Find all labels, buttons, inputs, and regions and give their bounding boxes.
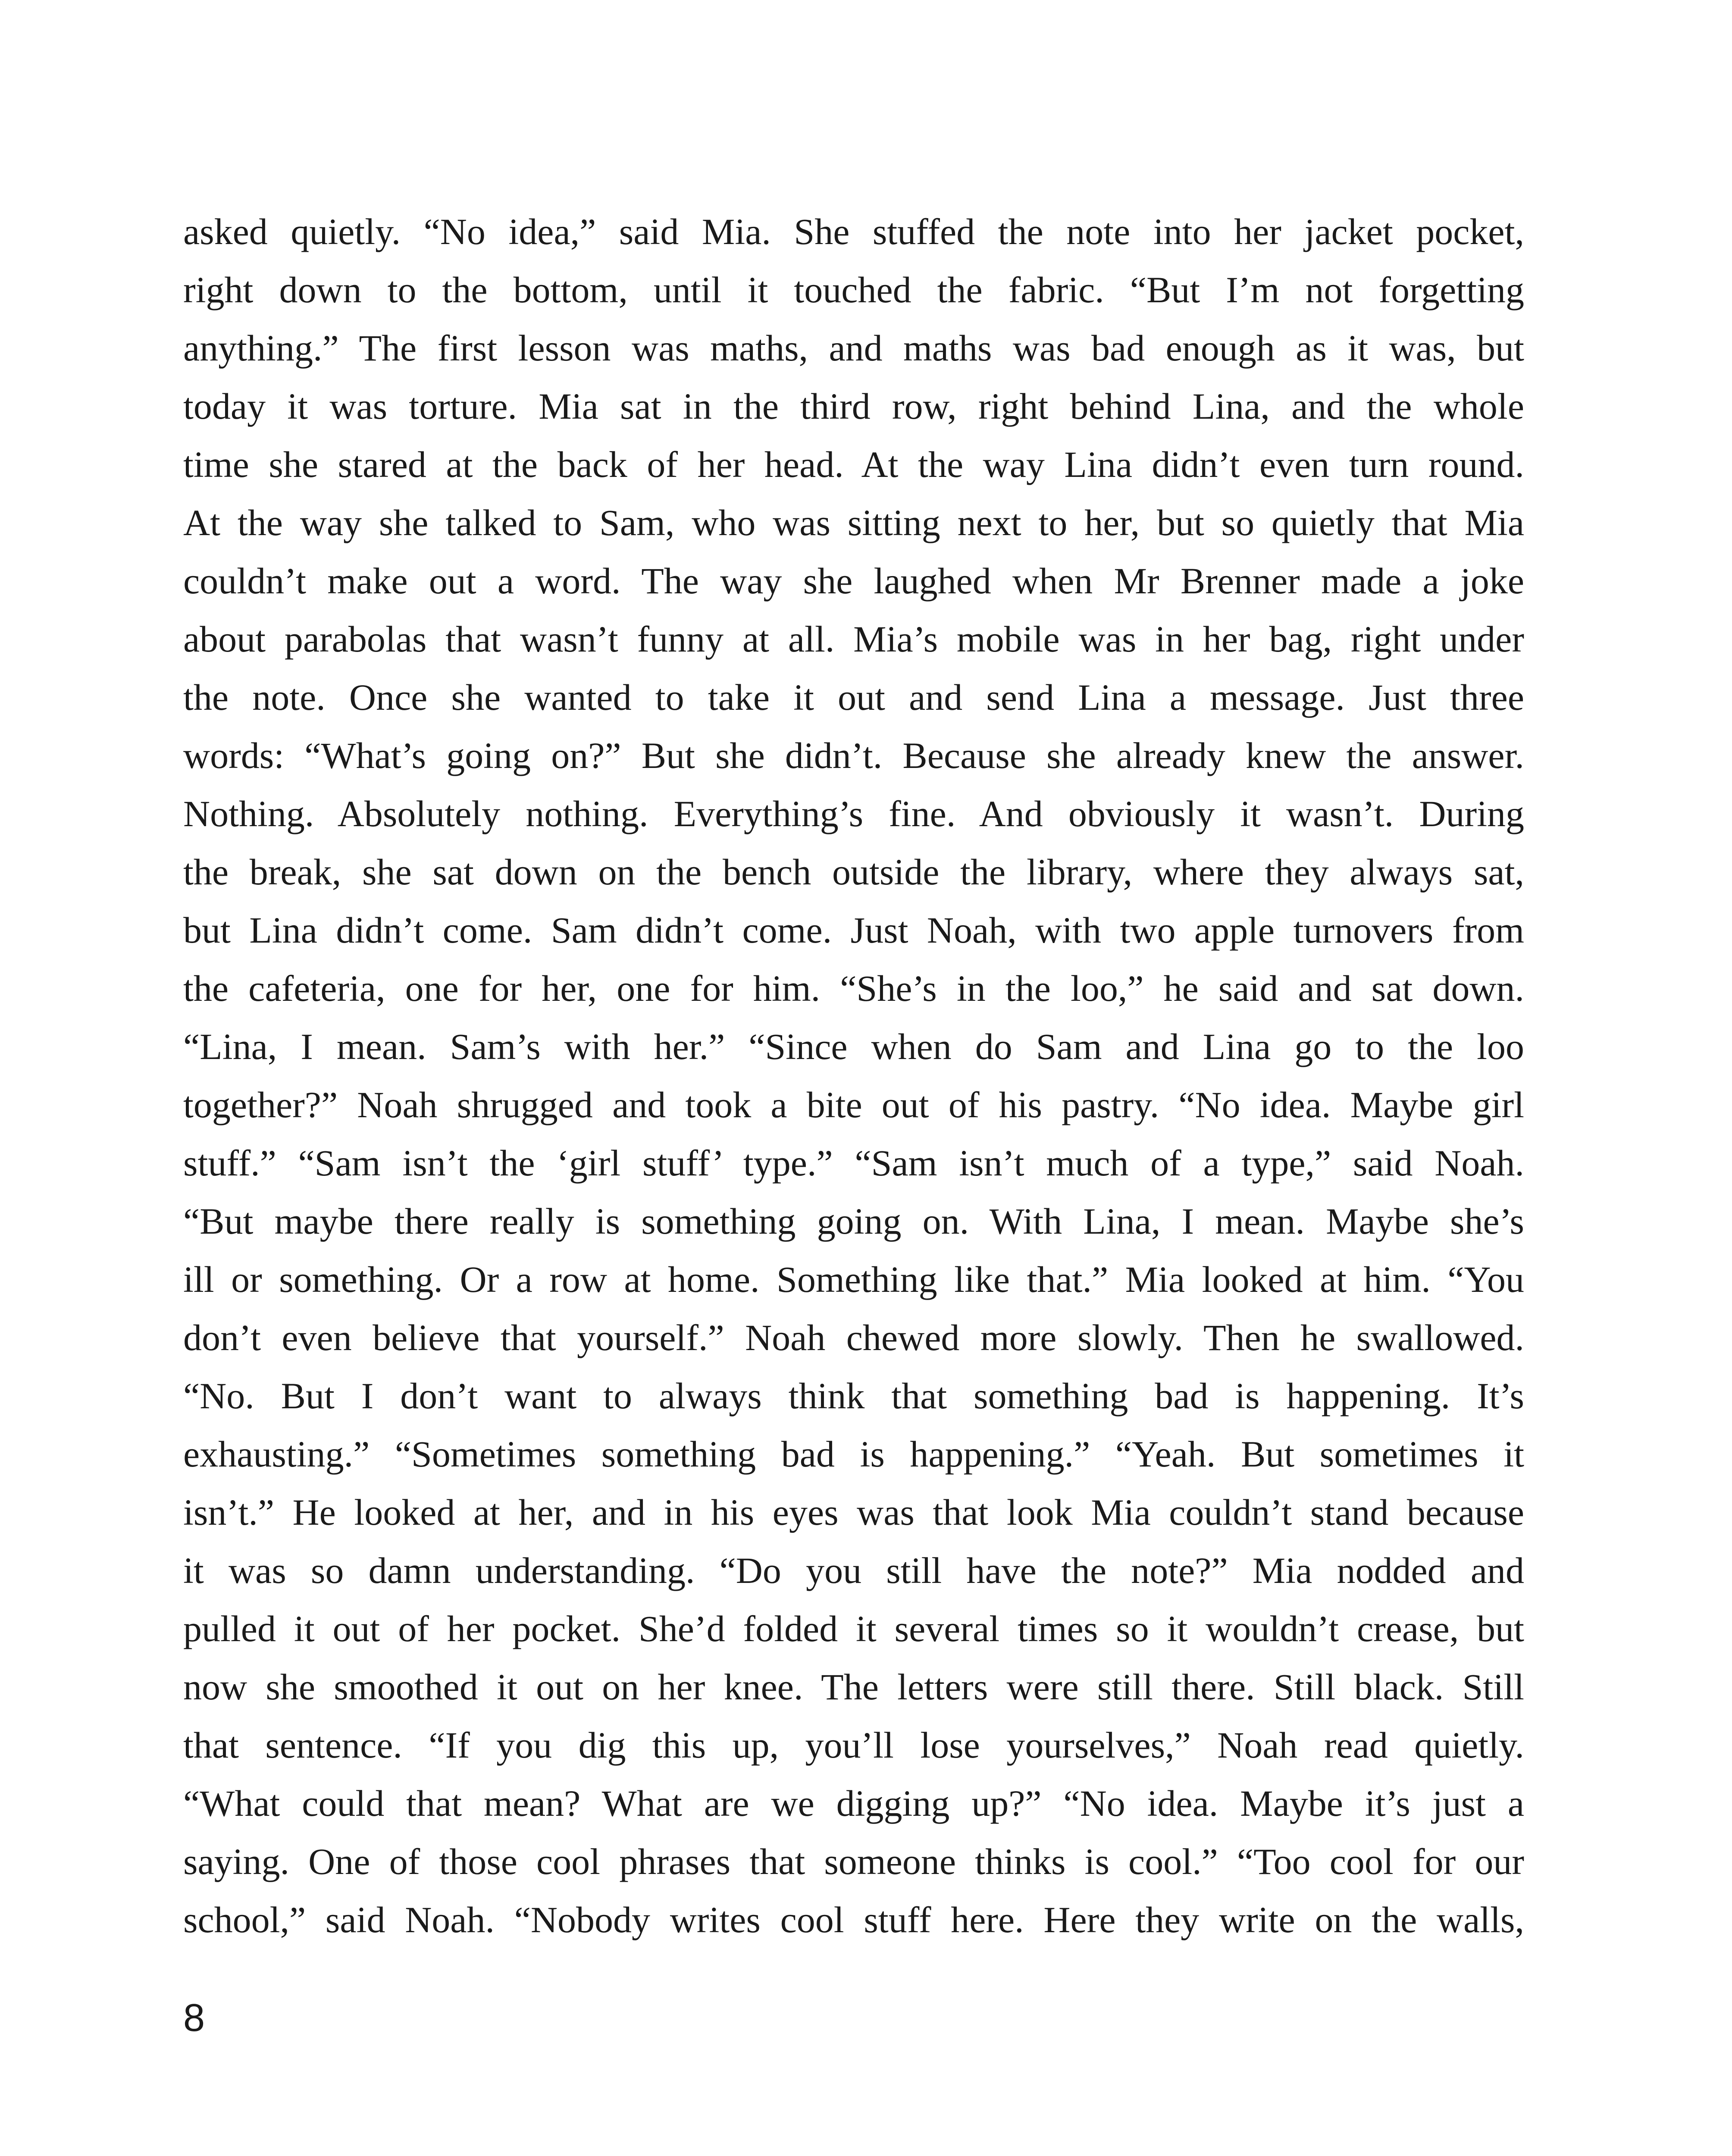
text-line: now she smoothed it out on her knee. The letters were still there. Still black. Still [183,1666,1524,1708]
text-line: pulled it out of her pocket. She’d folded it several times so it wouldn’t crease, but [183,1608,1524,1649]
text-line: asked quietly. “No idea,” said Mia. She stuffed the note into her jacket pocket, [183,211,1524,252]
text-line: “No. But I don’t want to always think that something bad is happening. It’s [183,1375,1524,1416]
text-line: “Lina, I mean. Sam’s with her.” “Since when do Sam and Lina go to the loo [183,1026,1524,1067]
text-line: it was so damn understanding. “Do you still have the note?” Mia nodded and [183,1550,1524,1591]
text-line: anything.” The first lesson was maths, and maths was bad enough as it was, but [183,327,1524,369]
text-line: stuff.” “Sam isn’t the ‘girl stuff’ type.” “Sam isn’t much of a type,” said Noah. [183,1142,1524,1184]
text-line: the break, she sat down on the bench outside the library, where they always sat, [183,851,1524,893]
text-line: don’t even believe that yourself.” Noah chewed more slowly. Then he swallowed. [183,1317,1524,1358]
text-line: exhausting.” “Sometimes something bad is happening.” “Yeah. But sometimes it [183,1433,1524,1475]
text-line: the note. Once she wanted to take it out and send Lina a message. Just three [183,677,1524,718]
text-line: Nothing. Absolutely nothing. Everything’s fine. And obviously it wasn’t. During [183,793,1524,834]
text-line: time she stared at the back of her head. At the way Lina didn’t even turn round. [183,444,1524,485]
text-line: the cafeteria, one for her, one for him. “She’s in the loo,” he said and sat down. [183,968,1524,1009]
text-line: words: “What’s going on?” But she didn’t. Because she already knew the answer. [183,735,1524,776]
page-number: 8 [183,1996,205,2040]
text-line: today it was torture. Mia sat in the third row, right behind Lina, and the whole [183,385,1524,427]
text-line: isn’t.” He looked at her, and in his eyes was that look Mia couldn’t stand because [183,1492,1524,1533]
text-line: “But maybe there really is something going on. With Lina, I mean. Maybe she’s [183,1200,1524,1242]
text-line: together?” Noah shrugged and took a bite out of his pastry. “No idea. Maybe girl [183,1084,1524,1125]
text-line: “What could that mean? What are we digging up?” “No idea. Maybe it’s just a [183,1783,1524,1824]
text-line: right down to the bottom, until it touched the fabric. “But I’m not forgetting [183,269,1524,310]
text-line: about parabolas that wasn’t funny at all. Mia’s mobile was in her bag, right under [183,618,1524,660]
text-line: At the way she talked to Sam, who was sitting next to her, but so quietly that Mia [183,502,1524,543]
text-line: but Lina didn’t come. Sam didn’t come. Just Noah, with two apple turnovers from [183,909,1524,951]
text-line: couldn’t make out a word. The way she laughed when Mr Brenner made a joke [183,560,1524,602]
text-line: saying. One of those cool phrases that someone thinks is cool.” “Too cool for our [183,1841,1524,1882]
body-text [183,203,1524,1949]
text-line: ill or something. Or a row at home. Something like that.” Mia looked at him. “You [183,1259,1524,1300]
text-line: that sentence. “If you dig this up, you’ll lose yourselves,” Noah read quietly. [183,1724,1524,1766]
text-line: school,” said Noah. “Nobody writes cool stuff here. Here they write on the walls, [183,1899,1524,1940]
